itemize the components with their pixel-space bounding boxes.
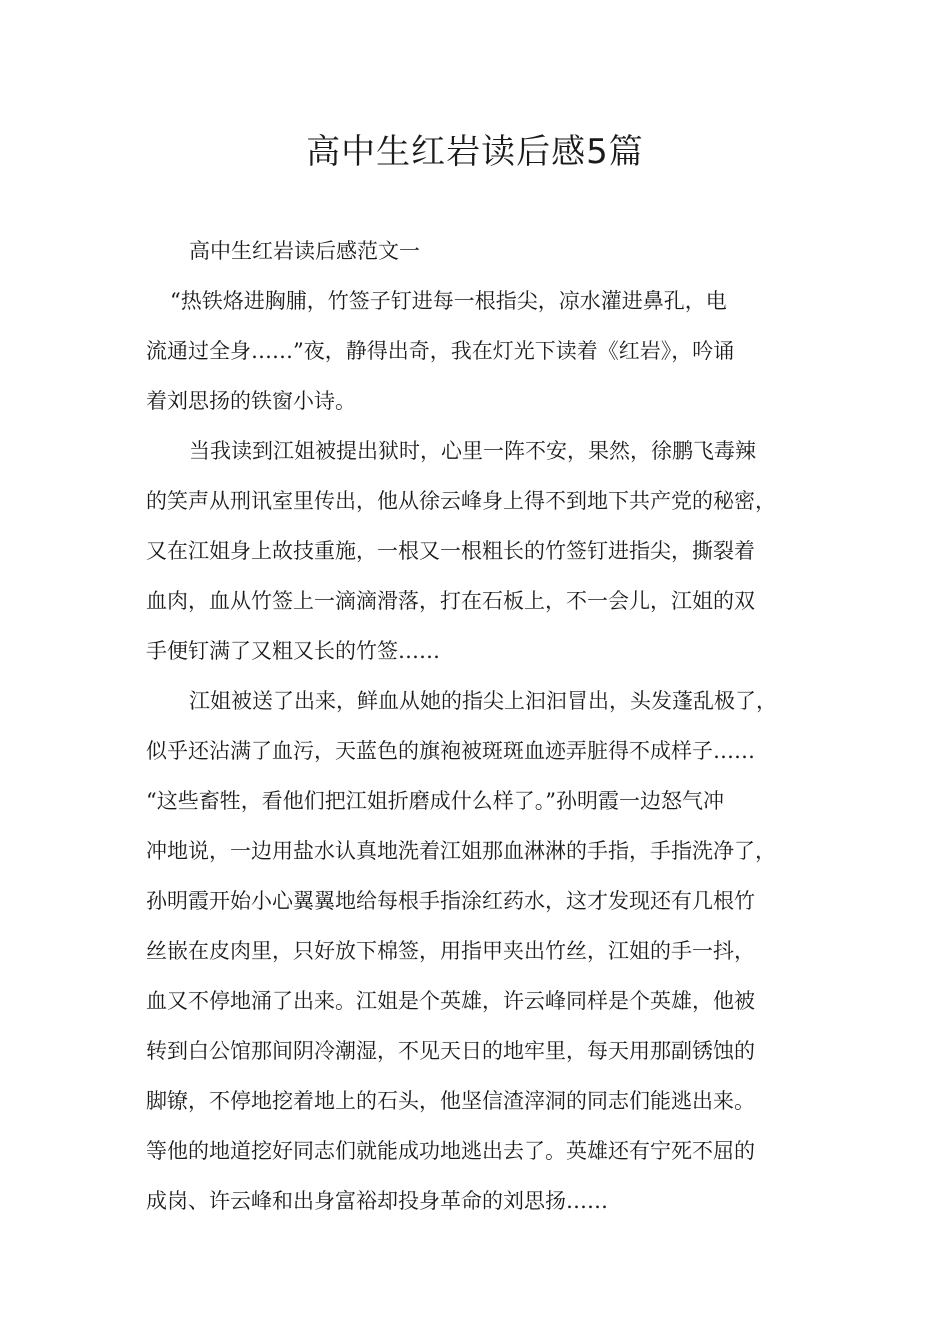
- text-line: 手便钉满了又粗又长的竹签……: [146, 639, 440, 663]
- text-line: 等他的地道挖好同志们就能成功地逃出去了。英雄还有宁死不屈的: [146, 1139, 755, 1163]
- text-line: 脚镣，不停地挖着地上的石头，他坚信渣滓洞的同志们能逃出来。: [146, 1089, 755, 1113]
- text-line: 着刘思扬的铁窗小诗。: [146, 389, 356, 413]
- text-line: 的笑声从刑讯室里传出，他从徐云峰身上得不到地下共产党的秘密，: [146, 489, 776, 513]
- section-heading: 高中生红岩读后感范文一: [189, 239, 420, 263]
- text-line: 江姐被送了出来，鲜血从她的指尖上汩汩冒出，头发蓬乱极了，: [189, 689, 777, 713]
- text-line: “这些畜牲，看他们把江姐折磨成什么样了。”孙明霞一边怒气冲: [146, 789, 724, 813]
- text-line: 血又不停地涌了出来。江姐是个英雄，许云峰同样是个英雄，他被: [146, 989, 755, 1013]
- text-line: 似乎还沾满了血污，天蓝色的旗袍被斑斑血迹弄脏得不成样子……: [146, 739, 755, 763]
- text-line: 又在江姐身上故技重施，一根又一根粗长的竹签钉进指尖，撕裂着: [146, 539, 755, 563]
- document-title: 高中生红岩读后感5篇: [306, 132, 644, 172]
- text-line: 当我读到江姐被提出狱时，心里一阵不安，果然，徐鹏飞毒辣: [189, 439, 756, 463]
- text-line: 丝嵌在皮肉里，只好放下棉签，用指甲夹出竹丝，江姐的手一抖，: [146, 939, 755, 963]
- text-line: “热铁烙进胸脯，竹签子钉进每一根指尖，凉水灌进鼻孔，电: [170, 289, 727, 313]
- text-line: 成岗、许云峰和出身富裕却投身革命的刘思扬……: [146, 1189, 608, 1213]
- text-line: 转到白公馆那间阴冷潮湿，不见天日的地牢里，每天用那副锈蚀的: [146, 1039, 755, 1063]
- text-line: 孙明霞开始小心翼翼地给每根手指涂红药水，这才发现还有几根竹: [146, 889, 755, 913]
- text-line: 血肉，血从竹签上一滴滴滑落，打在石板上，不一会儿，江姐的双: [146, 589, 755, 613]
- text-line: 冲地说，一边用盐水认真地洗着江姐那血淋淋的手指，手指洗净了，: [146, 839, 776, 863]
- text-line: 流通过全身……”夜，静得出奇，我在灯光下读着《红岩》，吟诵: [146, 339, 735, 363]
